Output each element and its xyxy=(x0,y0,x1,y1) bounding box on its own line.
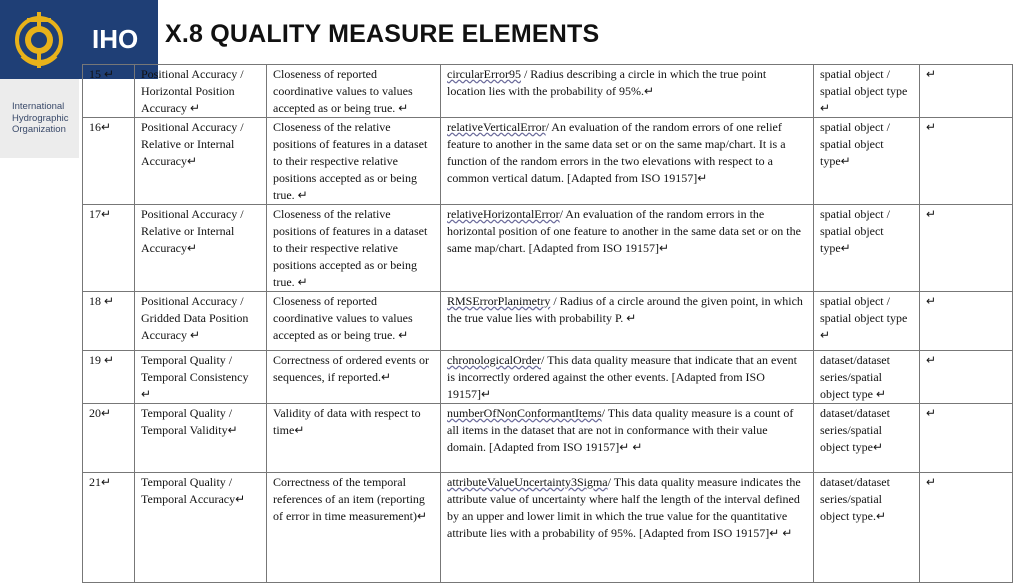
measure-description xyxy=(441,473,814,583)
measure-text: / Radius describing a circle in which the true point location lies with the probability of 95%.↵ xyxy=(447,67,767,98)
quality-definition: Correctness of the temporal references of an item (reporting of error in time measurement)↵ xyxy=(267,473,441,583)
iho-emblem-icon xyxy=(8,6,70,74)
evaluation-scope: dataset/dataset series/spatial object type.↵ xyxy=(814,473,920,583)
measure-text: / This data quality measure is a count of all items in the dataset that are not in conformance with their value domain. [Adapted from ISO 19157]↵ ↵ xyxy=(447,406,794,454)
evaluation-scope: dataset/dataset series/spatial object type ↵ xyxy=(814,351,920,404)
measure-name: circularError95 xyxy=(447,67,521,81)
measure-description xyxy=(441,205,814,292)
row-number: 15 ↵ xyxy=(83,65,135,118)
evaluation-scope: spatial object / spatial object type ↵ xyxy=(814,65,920,118)
row-number: 18 ↵ xyxy=(83,292,135,351)
measure-name: RMSErrorPlanimetry xyxy=(447,294,551,308)
measure-name: relativeHorizontalError xyxy=(447,207,560,221)
table-row xyxy=(83,473,1013,583)
measure-description xyxy=(441,65,814,118)
quality-definition: Validity of data with respect to time↵ xyxy=(267,404,441,473)
row-number: 16↵ xyxy=(83,118,135,205)
iho-logo-text: IHO xyxy=(92,24,139,54)
slide-title: X.8 QUALITY MEASURE ELEMENTS xyxy=(165,20,600,48)
extra-cell: ↵ xyxy=(920,65,1013,118)
extra-cell: ↵ xyxy=(920,205,1013,292)
measure-text: / An evaluation of the random errors of one relief feature to another in the same data set or on the same map/chart. It is a function of the random errors in the two elevations with respect to a common vertical datum. [Adapted from ISO 19157]↵ xyxy=(447,120,786,185)
measure-name: relativeVerticalError xyxy=(447,120,546,134)
table-row xyxy=(83,292,1013,351)
quality-definition: Closeness of reported coordinative values to values accepted as or being true. ↵ xyxy=(267,65,441,118)
extra-cell: ↵ xyxy=(920,473,1013,583)
table-row xyxy=(83,65,1013,118)
quality-component: Positional Accuracy / Relative or Internal Accuracy↵ xyxy=(135,118,267,205)
quality-definition: Closeness of the relative positions of features in a dataset to their respective relative positions accepted as or being true. ↵ xyxy=(267,118,441,205)
iho-emblem-box xyxy=(0,0,79,79)
org-name: International Hydrographic Organization xyxy=(12,101,69,135)
extra-cell: ↵ xyxy=(920,351,1013,404)
evaluation-scope: spatial object / spatial object type ↵ xyxy=(814,292,920,351)
table-row xyxy=(83,351,1013,404)
quality-definition: Closeness of the relative positions of features in a dataset to their respective relative positions accepted as or being true. ↵ xyxy=(267,205,441,292)
row-number: 17↵ xyxy=(83,205,135,292)
quality-component: Positional Accuracy / Horizontal Position Accuracy ↵ xyxy=(135,65,267,118)
measure-name: attributeValueUncertainty3Sigma xyxy=(447,475,608,489)
measure-name: numberOfNonConformantItems xyxy=(447,406,602,420)
quality-measure-table xyxy=(82,64,1012,583)
quality-component: Temporal Quality / Temporal Validity↵ xyxy=(135,404,267,473)
quality-definition: Correctness of ordered events or sequences, if reported.↵ xyxy=(267,351,441,404)
table-row xyxy=(83,118,1013,205)
row-number: 20↵ xyxy=(83,404,135,473)
measure-description xyxy=(441,404,814,473)
quality-component: Temporal Quality / Temporal Accuracy↵ xyxy=(135,473,267,583)
quality-component: Positional Accuracy / Gridded Data Position Accuracy ↵ xyxy=(135,292,267,351)
measure-description xyxy=(441,118,814,205)
evaluation-scope: spatial object / spatial object type↵ xyxy=(814,118,920,205)
measure-description xyxy=(441,292,814,351)
extra-cell: ↵ xyxy=(920,292,1013,351)
measure-name: chronologicalOrder xyxy=(447,353,541,367)
measure-text: / Radius of a circle around the given point, in which the true value lies with probability P. ↵ xyxy=(447,294,803,325)
extra-cell: ↵ xyxy=(920,118,1013,205)
row-number: 21↵ xyxy=(83,473,135,583)
extra-cell: ↵ xyxy=(920,404,1013,473)
evaluation-scope: dataset/dataset series/spatial object type↵ xyxy=(814,404,920,473)
measure-text: / An evaluation of the random errors in the horizontal position of one feature to another in the same data set or on the same map/chart. [Adapted from ISO 19157]↵ xyxy=(447,207,801,255)
measure-text: / This data quality measure that indicate that an event is incorrectly ordered against the other events. [Adapted from ISO 19157]↵ xyxy=(447,353,797,401)
quality-component: Positional Accuracy / Relative or Internal Accuracy↵ xyxy=(135,205,267,292)
table-row xyxy=(83,205,1013,292)
measure-text: / This data quality measure indicates the attribute value of uncertainty where half the length of the interval defined by an upper and lower limit in which the true value for the quantitative attribute lies with a probability of 95%. [Adapted from ISO 19157]↵ ↵ xyxy=(447,475,801,540)
evaluation-scope: spatial object / spatial object type↵ xyxy=(814,205,920,292)
quality-definition: Closeness of reported coordinative values to values accepted as or being true. ↵ xyxy=(267,292,441,351)
row-number: 19 ↵ xyxy=(83,351,135,404)
table-row xyxy=(83,404,1013,473)
quality-component: Temporal Quality / Temporal Consistency ↵ xyxy=(135,351,267,404)
measure-description xyxy=(441,351,814,404)
